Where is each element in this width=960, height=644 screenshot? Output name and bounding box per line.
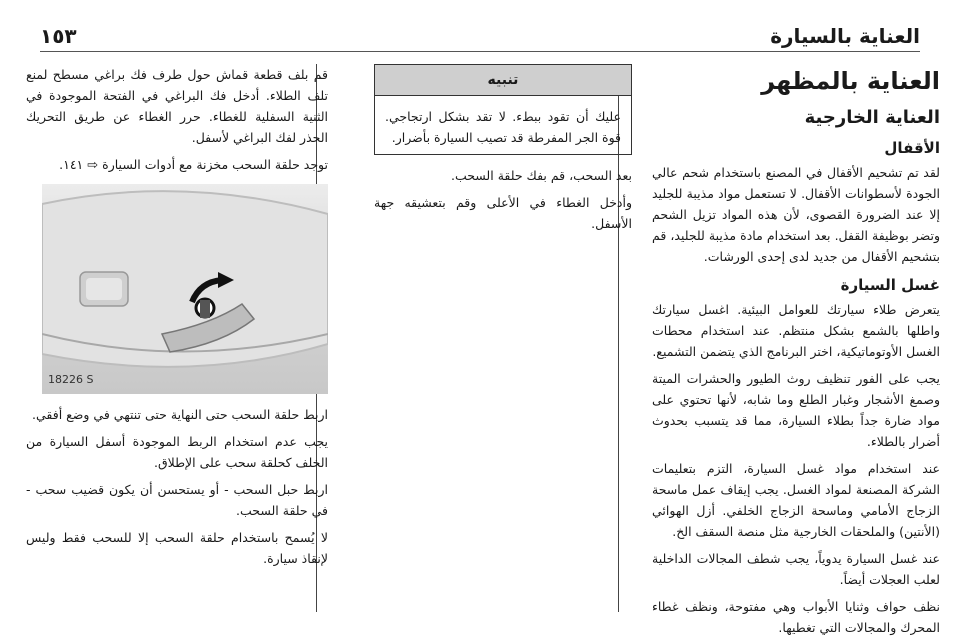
middle-paragraph: وأدخل الغطاء في الأعلى وقم بتعشيقه جهة الأسفل. <box>374 195 632 231</box>
left-paragraph: اربط حبل السحب - أو يستحسن أن يكون قضيب سحب - في حلقة السحب. <box>26 482 328 518</box>
left-paragraph-figure-ref: توجد حلقة السحب مخزنة مع أدوات السيارة ⇨ ١٤١. <box>59 157 328 173</box>
tow-eye-figure <box>42 184 328 394</box>
figure-ref-text: توجد حلقة السحب مخزنة مع أدوات السيارة <box>102 157 328 172</box>
notice-box <box>374 64 632 155</box>
left-paragraph: قم بلف قطعة قماش حول طرف فك براغي مسطح لمنع تلف الطلاء. أدخل فك البراغي في الفتحة الموجودة في الثنية السفلية للغطاء. حرر الغطاء عن طريق التحريك الحذر لفك البراغي لأسفل. <box>26 67 328 145</box>
subsection-title: العناية الخارجية <box>804 107 940 128</box>
page-header <box>40 22 920 50</box>
bumper-illustration <box>42 184 328 394</box>
wash-paragraph: نظف حواف وثنايا الأبواب وهي مفتوحة، ونظف غطاء المحرك والمجالات التي تغطيها. <box>652 599 940 635</box>
locks-title: الأقفال <box>884 139 940 157</box>
right-column <box>652 64 940 644</box>
wash-paragraph: عند استخدام مواد غسل السيارة، التزم بتعليمات الشركة المصنعة لمواد الغسل. يجب إيقاف عمل ماسحة الزجاج الأمامي وماسحة الزجاج الخلفي. أزل الهوائي (الأنتين) والملحقات الخارجية مثل منصة السقف الخ. <box>652 461 940 539</box>
notice-heading: تنبيه <box>375 65 631 96</box>
left-paragraph: لا يُسمح باستخدام حلقة السحب إلا للسحب فقط وليس لإنقاذ سيارة. <box>26 530 328 566</box>
left-column <box>26 64 328 575</box>
header-rule <box>40 51 920 52</box>
middle-column <box>374 64 632 240</box>
wash-title: غسل السيارة <box>840 276 940 294</box>
figure-ref-number: ١٤١ <box>63 157 84 172</box>
left-paragraph: يجب عدم استخدام الربط الموجودة أسفل السيارة من الخلف كحلقة سحب على الإطلاق. <box>26 434 328 470</box>
section-title: العناية بالمظهر <box>761 67 940 95</box>
wash-paragraph: عند غسل السيارة يدوياً، يجب شطف المجالات الداخلية لعلب العجلات أيضاً. <box>652 551 940 587</box>
figure-number: 18226 S <box>48 373 94 386</box>
arrow-ref-icon: ⇨ <box>87 158 99 173</box>
running-title: العناية بالسيارة <box>770 24 920 48</box>
wash-paragraph: يتعرض طلاء سيارتك للعوامل البيئية. اغسل سيارتك واطلها بالشمع بشكل منتظم. عند استخدام محطات الغسل الأوتوماتيكية، اختر البرنامج الذي يتضمن التشميع. <box>652 302 940 359</box>
middle-paragraph: بعد السحب، قم بفك حلقة السحب. <box>450 168 632 183</box>
locks-text: لقد تم تشحيم الأقفال في المصنع باستخدام شحم عالي الجودة لأسطوانات الأقفال. لا تستعمل مواد مذيبة للجليد إلا عند الضرورة القصوى، لأن هذه المواد تزيل الشحم وتضر بوظيفة القفل. بعد استخدام مادة مذيبة للجليد، قم بتشحيم الأقفال من جديد لدى إحدى الورشات. <box>652 165 940 264</box>
page-number: ١٥٣ <box>40 24 77 48</box>
wash-paragraph: يجب على الفور تنظيف روث الطيور والحشرات الميتة وصمغ الأشجار وغبار الطلع وما شابه، لأنها تحتوي على مواد ضارة جداً بطلاء السيارة، مما قد يتسبب بحدوث أضرار بالطلاء. <box>652 371 940 449</box>
notice-body: عليك أن تقود ببطء. لا تقد بشكل ارتجاجي. قوة الجر المفرطة قد تصيب السيارة بأضرار. <box>385 109 621 145</box>
left-paragraph: اربط حلقة السحب حتى النهاية حتى تنتهي في وضع أفقي. <box>32 407 328 422</box>
